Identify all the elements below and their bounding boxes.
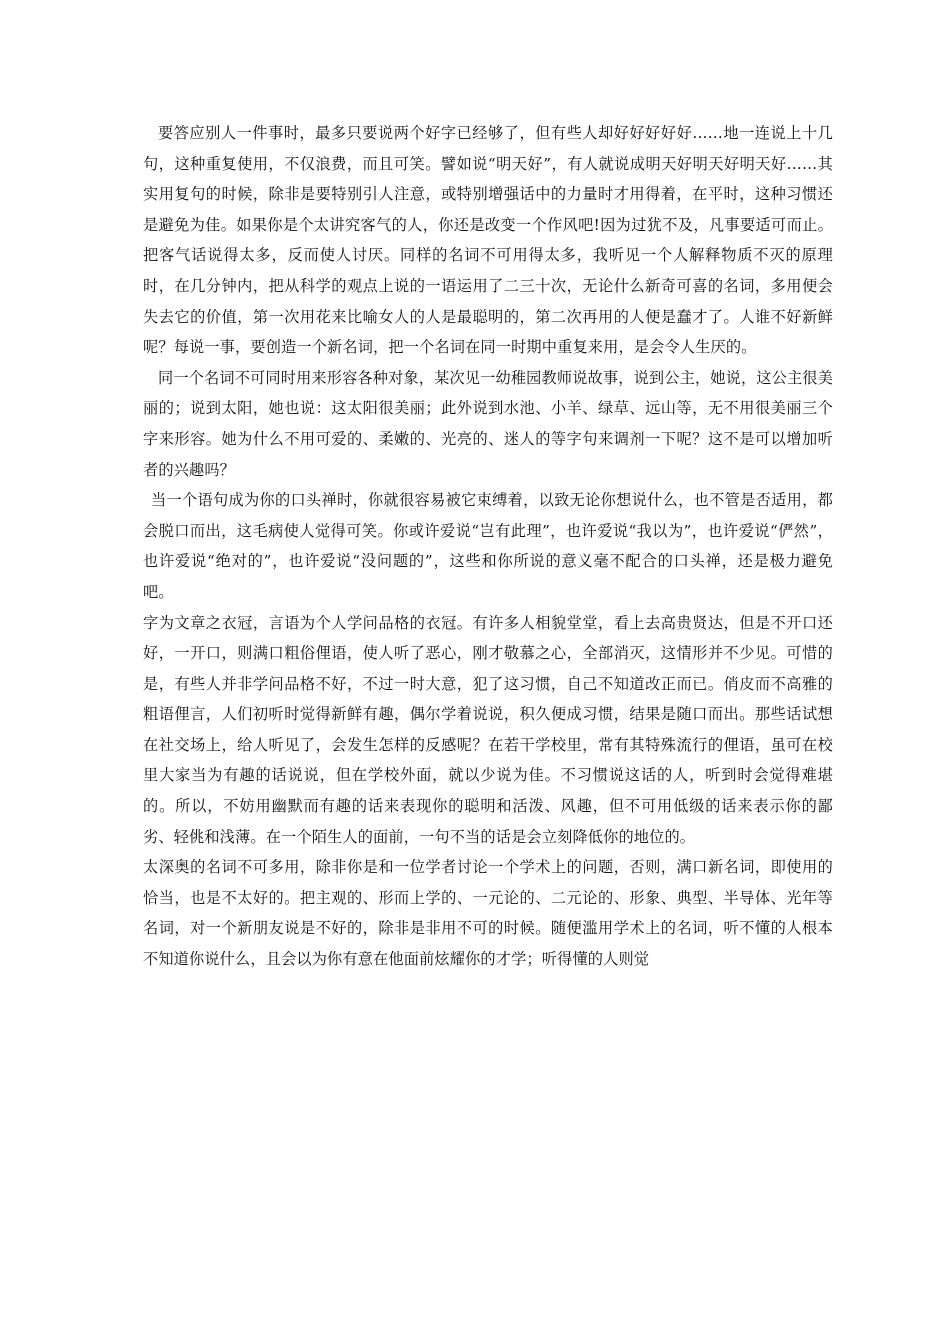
paragraph-vulgar-slang: 字为文章之衣冠，言语为个人学问品格的衣冠。有许多人相貌堂堂，看上去高贵贤达，但是不开口还好，一开口，则满口粗俗俚语，使人听了恶心，刚才敬慕之心，全部消灭，这情形并不少见。可惜的是，有些人并非学问品格不好，不过一时大意，犯了这习惯，自己不知道改正而已。俏皮而不高雅的粗语俚言，人们初听时觉得新鲜有趣，偶尔学着说说，积久便成习惯，结果是随口而出。那些话试想在社交场上，给人听见了，会发生怎样的反感呢？在若干学校里，常有其特殊流行的俚语，虽可在校里大家当为有趣的话说说，但在学校外面，就以少说为佳。不习惯说这话的人，听到时会觉得难堪的。所以，不妨用幽默而有趣的话来表现你的聪明和活泼、风趣，但不可用低级的话来表示你的鄙劣、轻佻和浅薄。在一个陌生人的面前，一句不当的话是会立刻降低你的地位的。 [143, 613, 833, 846]
paragraph-catchphrase: 当一个语句成为你的口头禅时，你就很容易被它束缚着，以致无论你想说什么，也不管是否适用，都会脱口而出，这毛病使人觉得可笑。你或许爱说“岂有此理”，也许爱说“我以为”，也许爱说“俨然”，也许爱说“绝对的”，也许爱说“没问题的”，这些和你所说的意义毫不配合的口头禅，还是极力避免吧。 [143, 491, 833, 601]
document-body [143, 118, 833, 975]
paragraph-obscure-terms: 太深奥的名词不可多用，除非你是和一位学者讨论一个学术上的问题，否则，满口新名词，即使用的恰当，也是不太好的。把主观的、形而上学的、一元论的、二元论的、形象、典型、半导体、光年等名词，对一个新朋友说是不好的，除非是非用不可的时候。随便滥用学术上的名词，听不懂的人根本不知道你说什么，且会以为你有意在他面前炫耀你的才学；听得懂的人则觉 [143, 858, 833, 969]
paragraph-same-adjective: 同一个名词不可同时用来形容各种对象，某次见一幼稚园教师说故事，说到公主，她说，这公主很美丽的；说到太阳，她也说：这太阳很美丽；此外说到水池、小羊、绿草、远山等，无不用很美丽三个字来形容。她为什么不用可爱的、柔嫩的、光亮的、迷人的等字句来调剂一下呢？这不是可以增加听者的兴趣吗？ [143, 368, 833, 479]
paragraph-repetition: 要答应别人一件事时，最多只要说两个好字已经够了，但有些人却好好好好好……地一连说上十几句，这种重复使用，不仅浪费，而且可笑。譬如说“明天好”，有人就说成明天好明天好明天好……其实用复句的时候，除非是要特别引人注意，或特别增强话中的力量时才用得着，在平时，这种习惯还是避免为佳。如果你是个太讲究客气的人，你还是改变一个作风吧!因为过犹不及，凡事要适可而止。把客气话说得太多，反而使人讨厌。同样的名词不可用得太多，我听见一个人解释物质不灭的原理时，在几分钟内，把从科学的观点上说的一语运用了二三十次，无论什么新奇可喜的名词，多用便会失去它的价值，第一次用花来比喻女人的人是最聪明的，第二次再用的人便是蠢才了。人谁不好新鲜呢？每说一事，要创造一个新名词，把一个名词在同一时期中重复来用，是会令人生厌的。 [143, 124, 833, 357]
